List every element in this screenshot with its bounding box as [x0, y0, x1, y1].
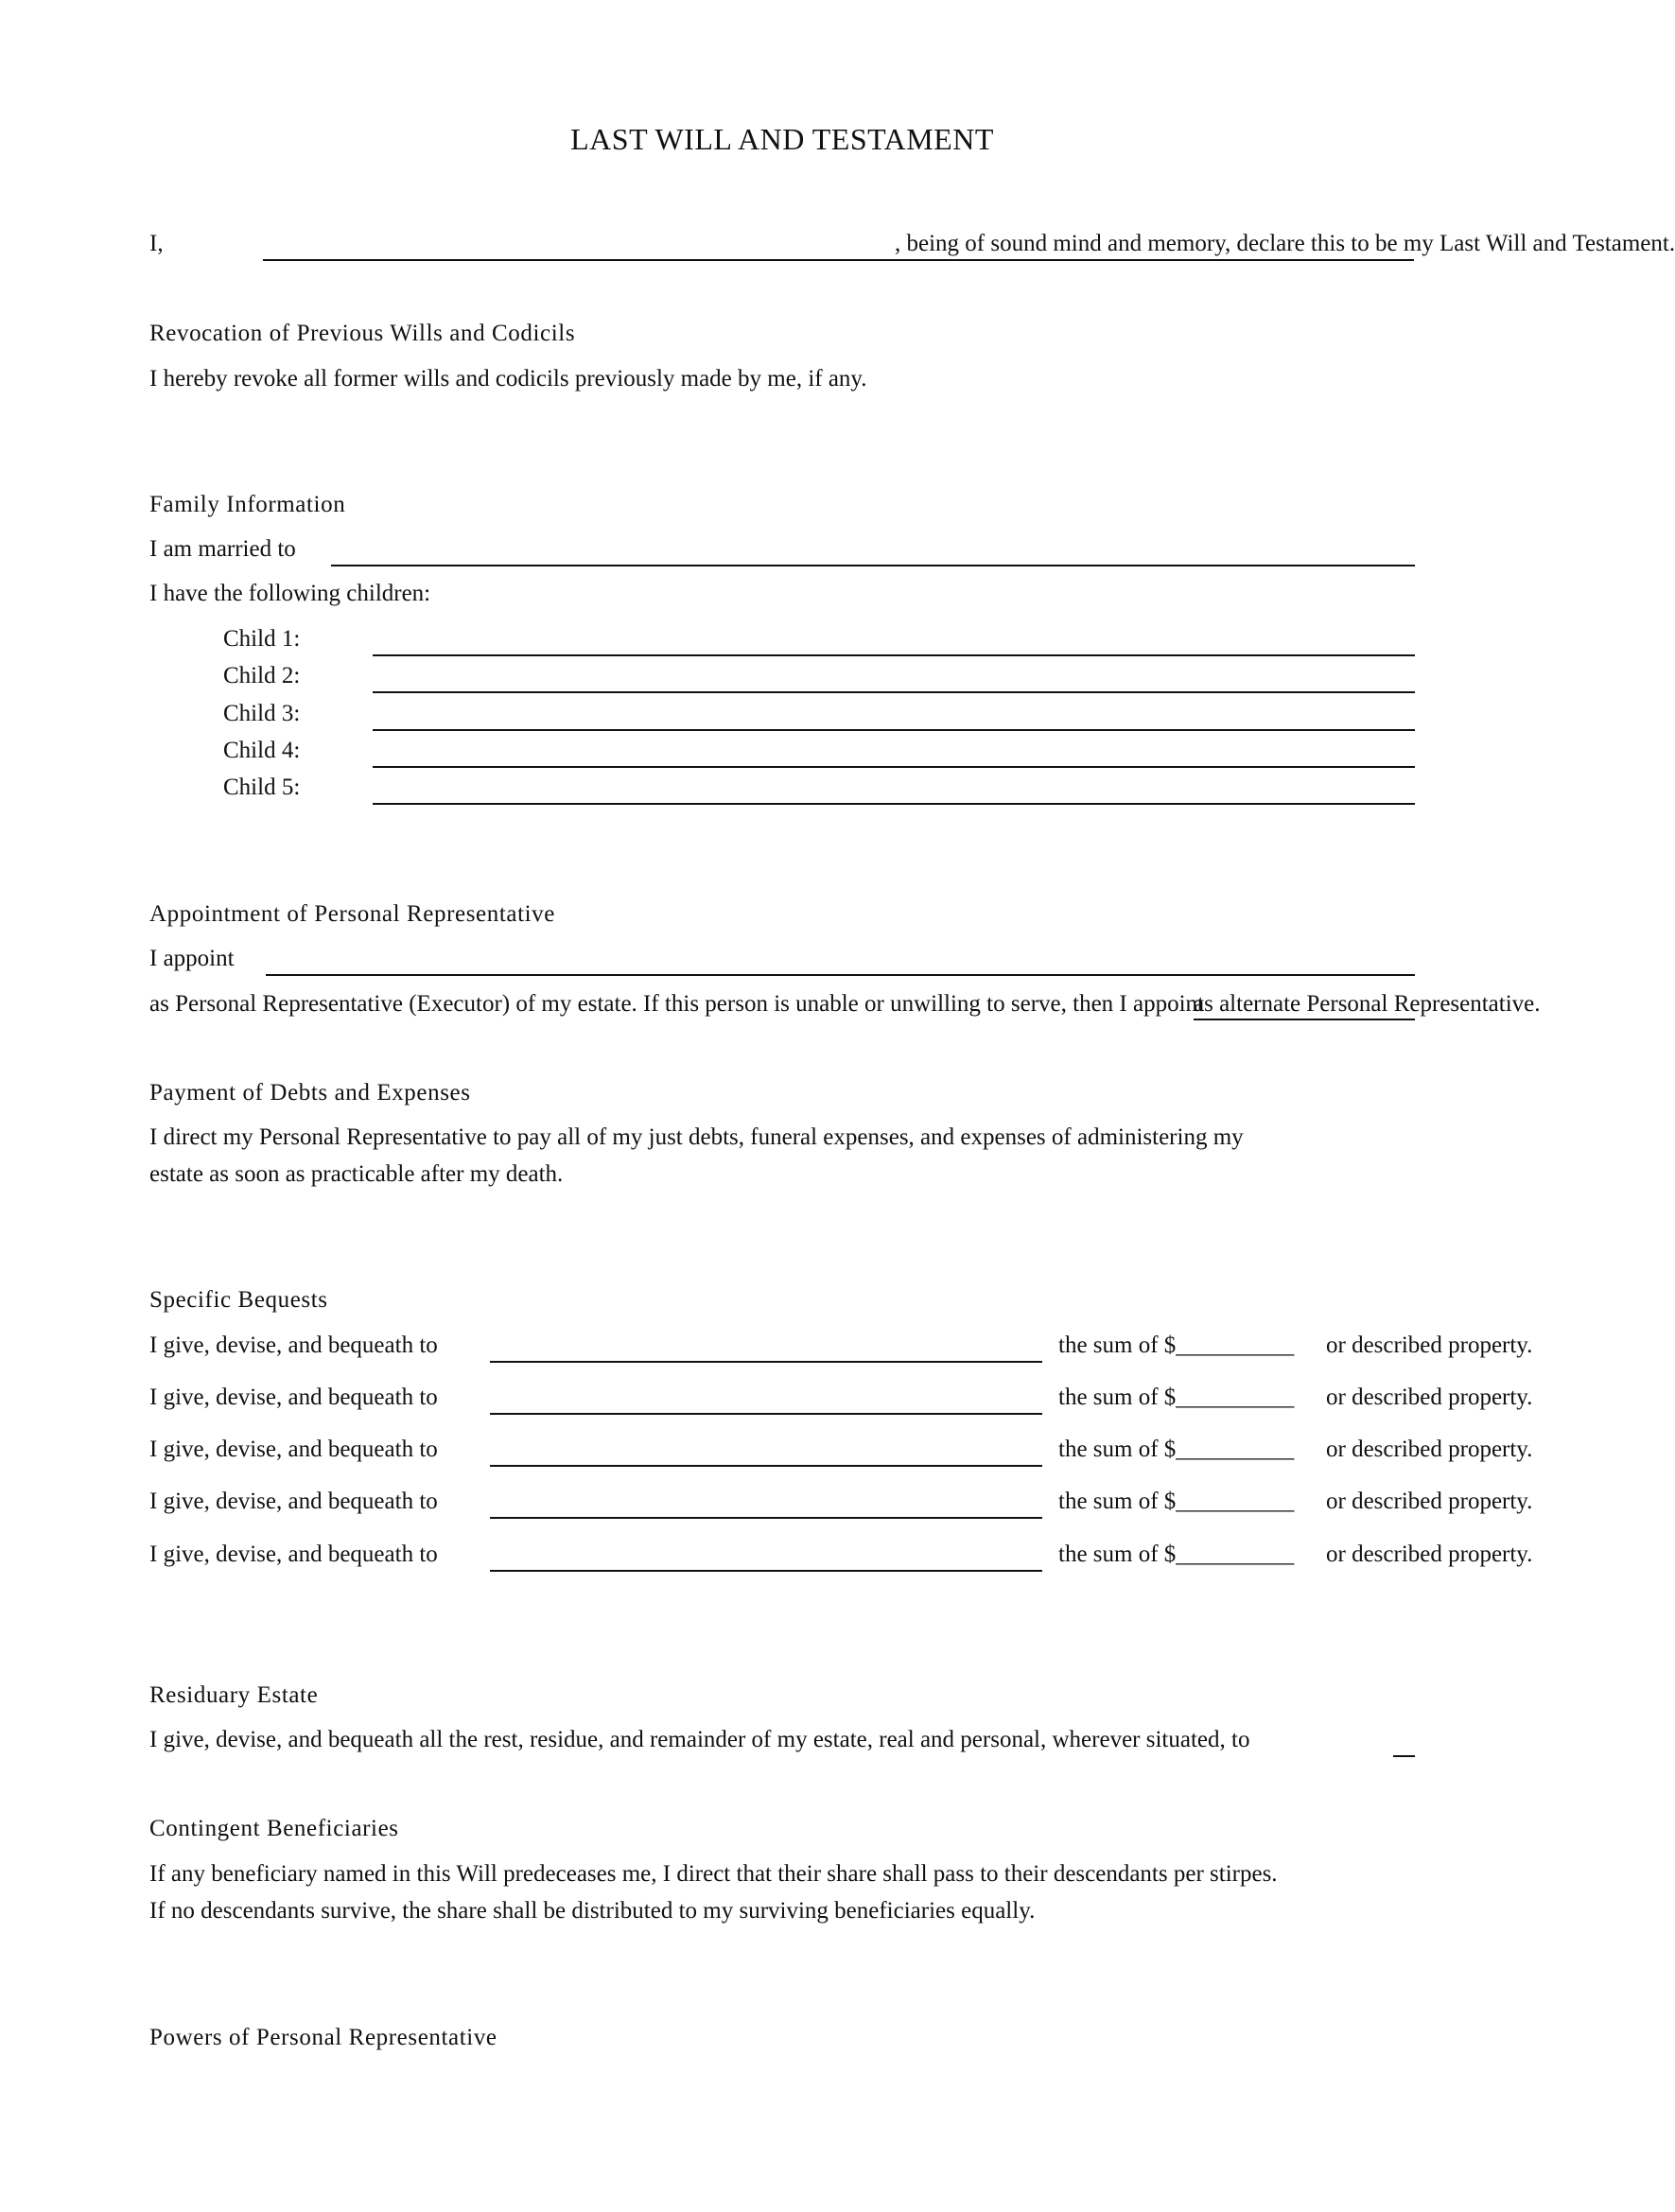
debts-text-line-2: estate as soon as practicable after my death. — [149, 1161, 564, 1187]
revocation-text: I hereby revoke all former wills and codicils previously made by me, if any. — [149, 366, 867, 392]
married-label: I am married to — [149, 536, 296, 562]
debts-heading: Payment of Debts and Expenses — [149, 1080, 471, 1106]
child-3-field[interactable] — [373, 729, 1415, 731]
child-label: Child 1: — [223, 626, 301, 652]
bequest-1-beneficiary-field[interactable] — [490, 1361, 1042, 1363]
bequest-sum[interactable]: the sum of $__________ — [1058, 1332, 1295, 1358]
child-label: Child 3: — [223, 701, 301, 726]
bequest-property: or described property. — [1326, 1541, 1533, 1567]
debts-text-line-1: I direct my Personal Representative to pay all of my just debts, funeral expenses, and expenses of administering my — [149, 1124, 1244, 1150]
bequest-sum[interactable]: the sum of $__________ — [1058, 1385, 1295, 1410]
declaration-suffix: , being of sound mind and memory, declare this to be my Last Will and Testament. — [895, 231, 1675, 256]
bequest-sum[interactable]: the sum of $__________ — [1058, 1541, 1295, 1567]
bequest-5-beneficiary-field[interactable] — [490, 1570, 1042, 1572]
alternate-representative-field[interactable] — [1194, 1019, 1415, 1020]
declaration-prefix: I, — [149, 231, 164, 256]
residuary-beneficiary-field[interactable] — [1393, 1755, 1415, 1757]
bequest-3-beneficiary-field[interactable] — [490, 1465, 1042, 1467]
child-label: Child 2: — [223, 663, 301, 688]
bequest-label: I give, devise, and bequeath to — [149, 1489, 438, 1514]
contingent-text-line-2: If no descendants survive, the share shall be distributed to my surviving beneficiaries equally. — [149, 1898, 1036, 1924]
child-4-field[interactable] — [373, 766, 1415, 768]
powers-heading: Powers of Personal Representative — [149, 2025, 497, 2050]
bequest-sum[interactable]: the sum of $__________ — [1058, 1489, 1295, 1514]
bequest-sum[interactable]: the sum of $__________ — [1058, 1437, 1295, 1462]
contingent-heading: Contingent Beneficiaries — [149, 1816, 399, 1841]
child-label: Child 5: — [223, 775, 301, 800]
bequests-heading: Specific Bequests — [149, 1287, 328, 1313]
residuary-heading: Residuary Estate — [149, 1682, 319, 1708]
bequest-property: or described property. — [1326, 1489, 1533, 1514]
representative-heading: Appointment of Personal Representative — [149, 901, 555, 927]
bequest-property: or described property. — [1326, 1437, 1533, 1462]
family-heading: Family Information — [149, 492, 346, 517]
child-label: Child 4: — [223, 738, 301, 763]
child-5-field[interactable] — [373, 803, 1415, 805]
contingent-text-line-1: If any beneficiary named in this Will predeceases me, I direct that their share shall pass to their descendants per stirpes. — [149, 1861, 1278, 1887]
bequest-label: I give, devise, and bequeath to — [149, 1332, 438, 1358]
bequest-2-beneficiary-field[interactable] — [490, 1413, 1042, 1415]
bequest-label: I give, devise, and bequeath to — [149, 1541, 438, 1567]
document-title: LAST WILL AND TESTAMENT — [570, 122, 994, 156]
alternate-representative-text: as alternate Personal Representative. — [1194, 991, 1541, 1017]
residuary-text: I give, devise, and bequeath all the rest, residue, and remainder of my estate, real and personal, wherever situated, to — [149, 1727, 1250, 1752]
children-intro: I have the following children: — [149, 581, 431, 606]
bequest-label: I give, devise, and bequeath to — [149, 1437, 438, 1462]
testator-name-field[interactable] — [263, 259, 1414, 261]
child-2-field[interactable] — [373, 691, 1415, 693]
representative-text: as Personal Representative (Executor) of my estate. If this person is unable or unwilling to serve, then I appoint — [149, 991, 1204, 1017]
bequest-property: or described property. — [1326, 1385, 1533, 1410]
revocation-heading: Revocation of Previous Wills and Codicils — [149, 321, 576, 346]
representative-name-field[interactable] — [266, 974, 1415, 976]
child-1-field[interactable] — [373, 654, 1415, 656]
bequest-4-beneficiary-field[interactable] — [490, 1517, 1042, 1519]
bequest-property: or described property. — [1326, 1332, 1533, 1358]
spouse-name-field[interactable] — [331, 565, 1415, 566]
appoint-label: I appoint — [149, 946, 235, 971]
bequest-label: I give, devise, and bequeath to — [149, 1385, 438, 1410]
